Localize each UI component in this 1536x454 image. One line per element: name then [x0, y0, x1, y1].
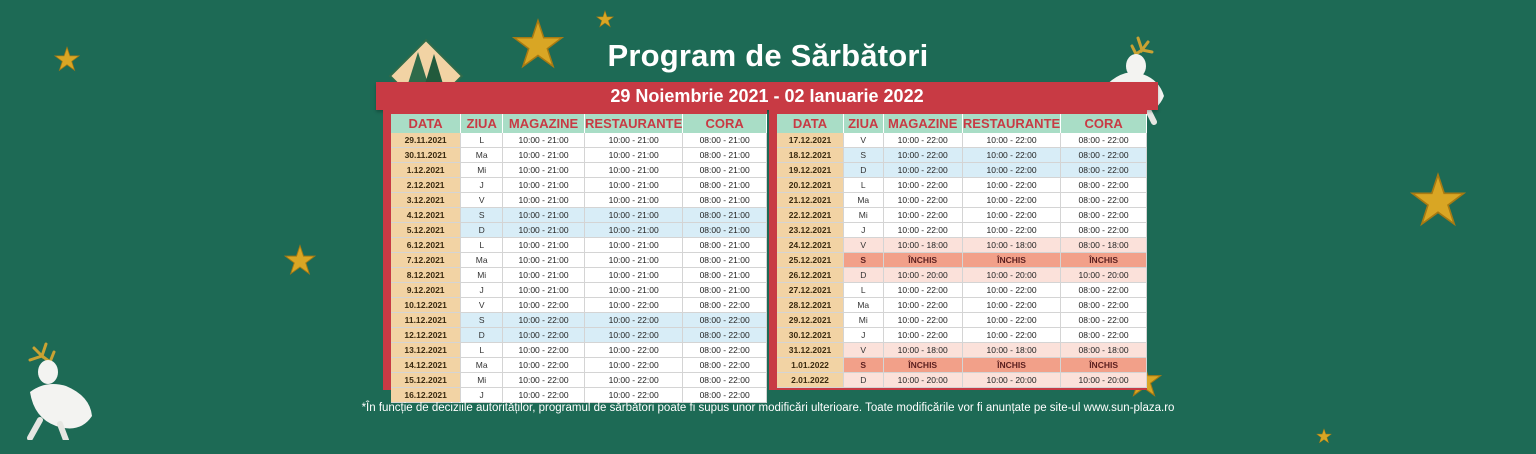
- table-row: [777, 238, 1147, 253]
- gold-star-icon: [1410, 172, 1466, 228]
- day-cell: S: [844, 148, 883, 163]
- column-header-data: DATA: [777, 114, 844, 133]
- table-row: [777, 373, 1147, 388]
- day-cell: J: [844, 223, 883, 238]
- table-row: [391, 328, 767, 343]
- cora-hours-cell: 08:00 - 22:00: [683, 388, 767, 403]
- restaurante-hours-cell: 10:00 - 22:00: [585, 298, 683, 313]
- date-cell: 5.12.2021: [391, 223, 461, 238]
- restaurante-hours-cell: 10:00 - 21:00: [585, 133, 683, 148]
- magazine-hours-cell: 10:00 - 22:00: [503, 313, 585, 328]
- cora-hours-cell: 08:00 - 21:00: [683, 253, 767, 268]
- day-cell: Ma: [461, 253, 503, 268]
- restaurante-hours-cell: 10:00 - 22:00: [585, 343, 683, 358]
- day-cell: Mi: [844, 208, 883, 223]
- restaurante-hours-cell: 10:00 - 22:00: [585, 358, 683, 373]
- date-cell: 17.12.2021: [777, 133, 844, 148]
- day-cell: Mi: [844, 313, 883, 328]
- date-cell: 29.11.2021: [391, 133, 461, 148]
- cora-hours-cell: 08:00 - 22:00: [1061, 313, 1147, 328]
- magazine-hours-cell: 10:00 - 22:00: [883, 283, 962, 298]
- day-cell: L: [461, 343, 503, 358]
- table-row: [391, 358, 767, 373]
- date-cell: 19.12.2021: [777, 163, 844, 178]
- day-cell: Ma: [844, 298, 883, 313]
- table-row: [391, 268, 767, 283]
- cora-hours-cell: 08:00 - 21:00: [683, 148, 767, 163]
- column-header-restaurante: RESTAURANTE: [585, 116, 683, 131]
- magazine-hours-cell: 10:00 - 22:00: [503, 358, 585, 373]
- restaurante-hours-cell: ÎNCHIS: [962, 358, 1060, 373]
- day-cell: V: [844, 133, 883, 148]
- day-cell: J: [461, 388, 503, 403]
- magazine-hours-cell: 10:00 - 22:00: [883, 328, 962, 343]
- magazine-hours-cell: 10:00 - 20:00: [883, 373, 962, 388]
- restaurante-hours-cell: 10:00 - 22:00: [962, 148, 1060, 163]
- date-range-banner: 29 Noiembrie 2021 - 02 Ianuarie 2022: [376, 82, 1158, 110]
- cora-hours-cell: 08:00 - 21:00: [683, 163, 767, 178]
- day-cell: Mi: [461, 268, 503, 283]
- table-row: [777, 178, 1147, 193]
- cora-hours-cell: 08:00 - 21:00: [683, 223, 767, 238]
- magazine-hours-cell: 10:00 - 22:00: [883, 193, 962, 208]
- cora-hours-cell: 08:00 - 22:00: [683, 343, 767, 358]
- restaurante-hours-cell: 10:00 - 21:00: [585, 223, 683, 238]
- magazine-hours-cell: 10:00 - 18:00: [883, 343, 962, 358]
- cora-hours-cell: 08:00 - 22:00: [1061, 208, 1147, 223]
- cora-hours-cell: 08:00 - 21:00: [683, 208, 767, 223]
- day-cell: Ma: [844, 193, 883, 208]
- magazine-hours-cell: 10:00 - 21:00: [503, 253, 585, 268]
- table-row: [777, 193, 1147, 208]
- date-cell: 8.12.2021: [391, 268, 461, 283]
- magazine-hours-cell: 10:00 - 22:00: [883, 298, 962, 313]
- column-header-magazine: MAGAZINE: [883, 114, 962, 133]
- restaurante-hours-cell: 10:00 - 21:00: [585, 283, 683, 298]
- day-cell: S: [844, 253, 883, 268]
- restaurante-hours-cell: 10:00 - 22:00: [962, 178, 1060, 193]
- table-row: [391, 343, 767, 358]
- restaurante-hours-cell: 10:00 - 21:00: [585, 268, 683, 283]
- column-header-ziua: ZIUA: [461, 114, 503, 133]
- date-cell: 18.12.2021: [777, 148, 844, 163]
- table-row: [391, 208, 767, 223]
- magazine-hours-cell: 10:00 - 21:00: [503, 163, 585, 178]
- table-row: [391, 238, 767, 253]
- magazine-hours-cell: 10:00 - 21:00: [503, 223, 585, 238]
- table-row: [777, 163, 1147, 178]
- magazine-hours-cell: 10:00 - 22:00: [503, 373, 585, 388]
- reindeer-ornament-icon: [10, 340, 102, 440]
- cora-hours-cell: 08:00 - 22:00: [1061, 133, 1147, 148]
- magazine-hours-cell: 10:00 - 22:00: [883, 313, 962, 328]
- cora-hours-cell: ÎNCHIS: [1061, 253, 1147, 268]
- day-cell: D: [461, 223, 503, 238]
- schedule-table-left: [391, 114, 767, 403]
- day-cell: V: [844, 343, 883, 358]
- restaurante-hours-cell: ÎNCHIS: [962, 253, 1060, 268]
- cora-hours-cell: 08:00 - 22:00: [1061, 328, 1147, 343]
- table-row: [391, 253, 767, 268]
- magazine-hours-cell: 10:00 - 21:00: [503, 268, 585, 283]
- restaurante-hours-cell: 10:00 - 21:00: [585, 253, 683, 268]
- restaurante-hours-cell: 10:00 - 22:00: [585, 313, 683, 328]
- table-row: [777, 298, 1147, 313]
- table-row: [777, 208, 1147, 223]
- restaurante-hours-cell: 10:00 - 21:00: [585, 193, 683, 208]
- table-row: [777, 343, 1147, 358]
- schedule-panel-left: [383, 110, 767, 400]
- date-cell: 1.12.2021: [391, 163, 461, 178]
- restaurante-hours-cell: 10:00 - 22:00: [962, 223, 1060, 238]
- restaurante-hours-cell: 10:00 - 22:00: [962, 193, 1060, 208]
- magazine-hours-cell: 10:00 - 21:00: [503, 148, 585, 163]
- day-cell: J: [461, 178, 503, 193]
- schedule-panel-right: [769, 110, 1147, 390]
- cora-hours-cell: 10:00 - 20:00: [1061, 268, 1147, 283]
- cora-hours-cell: 08:00 - 22:00: [1061, 298, 1147, 313]
- date-cell: 1.01.2022: [777, 358, 844, 373]
- day-cell: Mi: [461, 163, 503, 178]
- cora-hours-cell: 08:00 - 22:00: [683, 358, 767, 373]
- footnote: *În funcție de deciziile autorităților, programul de sărbători poate fi supus unor modificări ulterioare. Toate modificările vor fi anunțate pe site-ul www.sun-plaza.ro: [361, 402, 1175, 414]
- day-cell: L: [461, 133, 503, 148]
- cora-hours-cell: 08:00 - 22:00: [1061, 178, 1147, 193]
- day-cell: D: [461, 328, 503, 343]
- cora-hours-cell: 10:00 - 20:00: [1061, 373, 1147, 388]
- table-row: [777, 253, 1147, 268]
- date-cell: 10.12.2021: [391, 298, 461, 313]
- day-cell: L: [461, 238, 503, 253]
- restaurante-hours-cell: 10:00 - 18:00: [962, 238, 1060, 253]
- magazine-hours-cell: 10:00 - 22:00: [503, 298, 585, 313]
- date-cell: 4.12.2021: [391, 208, 461, 223]
- table-row: [391, 133, 767, 148]
- table-row: [391, 148, 767, 163]
- cora-hours-cell: 08:00 - 21:00: [683, 133, 767, 148]
- cora-hours-cell: 08:00 - 18:00: [1061, 343, 1147, 358]
- date-cell: 28.12.2021: [777, 298, 844, 313]
- magazine-hours-cell: 10:00 - 22:00: [883, 133, 962, 148]
- magazine-hours-cell: 10:00 - 21:00: [503, 208, 585, 223]
- cora-hours-cell: 08:00 - 22:00: [683, 328, 767, 343]
- restaurante-hours-cell: 10:00 - 18:00: [962, 343, 1060, 358]
- date-cell: 21.12.2021: [777, 193, 844, 208]
- magazine-hours-cell: 10:00 - 21:00: [503, 238, 585, 253]
- date-cell: 20.12.2021: [777, 178, 844, 193]
- day-cell: S: [461, 313, 503, 328]
- cora-hours-cell: 08:00 - 21:00: [683, 178, 767, 193]
- magazine-hours-cell: 10:00 - 18:00: [883, 238, 962, 253]
- magazine-hours-cell: 10:00 - 22:00: [883, 148, 962, 163]
- restaurante-hours-cell: 10:00 - 22:00: [962, 313, 1060, 328]
- date-cell: 16.12.2021: [391, 388, 461, 403]
- magazine-hours-cell: 10:00 - 22:00: [883, 208, 962, 223]
- date-cell: 25.12.2021: [777, 253, 844, 268]
- day-cell: J: [461, 283, 503, 298]
- magazine-hours-cell: 10:00 - 21:00: [503, 283, 585, 298]
- restaurante-hours-cell: 10:00 - 21:00: [585, 238, 683, 253]
- table-row: [777, 268, 1147, 283]
- magazine-hours-cell: 10:00 - 22:00: [883, 223, 962, 238]
- magazine-hours-cell: 10:00 - 22:00: [503, 343, 585, 358]
- day-cell: L: [844, 178, 883, 193]
- gold-star-icon: [1316, 428, 1332, 444]
- table-header-row: [391, 114, 767, 133]
- day-cell: L: [844, 283, 883, 298]
- date-cell: 2.12.2021: [391, 178, 461, 193]
- cora-hours-cell: 08:00 - 22:00: [683, 298, 767, 313]
- day-cell: D: [844, 268, 883, 283]
- magazine-hours-cell: 10:00 - 22:00: [883, 178, 962, 193]
- date-cell: 15.12.2021: [391, 373, 461, 388]
- day-cell: V: [844, 238, 883, 253]
- restaurante-hours-cell: 10:00 - 22:00: [962, 163, 1060, 178]
- column-header-ziua: ZIUA: [844, 114, 883, 133]
- cora-hours-cell: 08:00 - 21:00: [683, 268, 767, 283]
- restaurante-hours-cell: 10:00 - 21:00: [585, 163, 683, 178]
- day-cell: Ma: [461, 148, 503, 163]
- date-cell: 7.12.2021: [391, 253, 461, 268]
- cora-hours-cell: 08:00 - 22:00: [1061, 163, 1147, 178]
- cora-hours-cell: 08:00 - 21:00: [683, 193, 767, 208]
- column-header-cora: CORA: [1061, 114, 1147, 133]
- magazine-hours-cell: 10:00 - 20:00: [883, 268, 962, 283]
- column-header-restaurante: RESTAURANTE: [962, 116, 1061, 131]
- restaurante-hours-cell: 10:00 - 22:00: [962, 298, 1060, 313]
- table-row: [777, 133, 1147, 148]
- cora-hours-cell: 08:00 - 21:00: [683, 238, 767, 253]
- date-cell: 31.12.2021: [777, 343, 844, 358]
- column-header-data: DATA: [391, 114, 461, 133]
- magazine-hours-cell: 10:00 - 22:00: [883, 163, 962, 178]
- date-cell: 23.12.2021: [777, 223, 844, 238]
- table-row: [391, 313, 767, 328]
- day-cell: Ma: [461, 358, 503, 373]
- date-cell: 29.12.2021: [777, 313, 844, 328]
- cora-hours-cell: ÎNCHIS: [1061, 358, 1147, 373]
- restaurante-hours-cell: 10:00 - 22:00: [585, 373, 683, 388]
- magazine-hours-cell: ÎNCHIS: [883, 253, 962, 268]
- date-cell: 24.12.2021: [777, 238, 844, 253]
- table-row: [391, 163, 767, 178]
- gold-star-icon: [284, 244, 316, 276]
- table-header-row: [777, 114, 1147, 133]
- cora-hours-cell: 08:00 - 22:00: [1061, 193, 1147, 208]
- day-cell: Mi: [461, 373, 503, 388]
- date-cell: 6.12.2021: [391, 238, 461, 253]
- table-row: [777, 328, 1147, 343]
- table-row: [777, 283, 1147, 298]
- schedule-table-right: [777, 114, 1147, 388]
- day-cell: V: [461, 193, 503, 208]
- column-header-cora: CORA: [683, 114, 767, 133]
- table-row: [391, 373, 767, 388]
- day-cell: J: [844, 328, 883, 343]
- date-cell: 3.12.2021: [391, 193, 461, 208]
- date-cell: 30.12.2021: [777, 328, 844, 343]
- page-title: Program de Sărbători: [607, 38, 929, 73]
- restaurante-hours-cell: 10:00 - 21:00: [585, 208, 683, 223]
- restaurante-hours-cell: 10:00 - 22:00: [962, 133, 1060, 148]
- restaurante-hours-cell: 10:00 - 20:00: [962, 373, 1060, 388]
- restaurante-hours-cell: 10:00 - 21:00: [585, 148, 683, 163]
- day-cell: D: [844, 163, 883, 178]
- date-cell: 27.12.2021: [777, 283, 844, 298]
- day-cell: D: [844, 373, 883, 388]
- table-row: [777, 223, 1147, 238]
- table-row: [777, 313, 1147, 328]
- magazine-hours-cell: 10:00 - 21:00: [503, 178, 585, 193]
- cora-hours-cell: 08:00 - 22:00: [683, 313, 767, 328]
- magazine-hours-cell: 10:00 - 21:00: [503, 133, 585, 148]
- gold-star-icon: [596, 10, 614, 28]
- magazine-hours-cell: ÎNCHIS: [883, 358, 962, 373]
- table-row: [391, 283, 767, 298]
- table-row: [391, 193, 767, 208]
- column-header-magazine: MAGAZINE: [503, 114, 585, 133]
- table-row: [391, 178, 767, 193]
- date-cell: 26.12.2021: [777, 268, 844, 283]
- magazine-hours-cell: 10:00 - 22:00: [503, 328, 585, 343]
- table-row: [777, 358, 1147, 373]
- cora-hours-cell: 08:00 - 22:00: [683, 373, 767, 388]
- restaurante-hours-cell: 10:00 - 22:00: [962, 283, 1060, 298]
- cora-hours-cell: 08:00 - 21:00: [683, 283, 767, 298]
- table-row: [777, 148, 1147, 163]
- date-cell: 22.12.2021: [777, 208, 844, 223]
- table-row: [391, 388, 767, 403]
- date-cell: 9.12.2021: [391, 283, 461, 298]
- cora-hours-cell: 08:00 - 22:00: [1061, 148, 1147, 163]
- cora-hours-cell: 08:00 - 18:00: [1061, 238, 1147, 253]
- date-cell: 2.01.2022: [777, 373, 844, 388]
- magazine-hours-cell: 10:00 - 22:00: [503, 388, 585, 403]
- date-cell: 13.12.2021: [391, 343, 461, 358]
- day-cell: V: [461, 298, 503, 313]
- day-cell: S: [844, 358, 883, 373]
- date-cell: 12.12.2021: [391, 328, 461, 343]
- cora-hours-cell: 08:00 - 22:00: [1061, 223, 1147, 238]
- table-row: [391, 298, 767, 313]
- restaurante-hours-cell: 10:00 - 22:00: [585, 388, 683, 403]
- table-row: [391, 223, 767, 238]
- date-cell: 14.12.2021: [391, 358, 461, 373]
- magazine-hours-cell: 10:00 - 21:00: [503, 193, 585, 208]
- cora-hours-cell: 08:00 - 22:00: [1061, 283, 1147, 298]
- restaurante-hours-cell: 10:00 - 21:00: [585, 178, 683, 193]
- restaurante-hours-cell: 10:00 - 20:00: [962, 268, 1060, 283]
- date-cell: 11.12.2021: [391, 313, 461, 328]
- date-cell: 30.11.2021: [391, 148, 461, 163]
- day-cell: S: [461, 208, 503, 223]
- restaurante-hours-cell: 10:00 - 22:00: [585, 328, 683, 343]
- restaurante-hours-cell: 10:00 - 22:00: [962, 328, 1060, 343]
- restaurante-hours-cell: 10:00 - 22:00: [962, 208, 1060, 223]
